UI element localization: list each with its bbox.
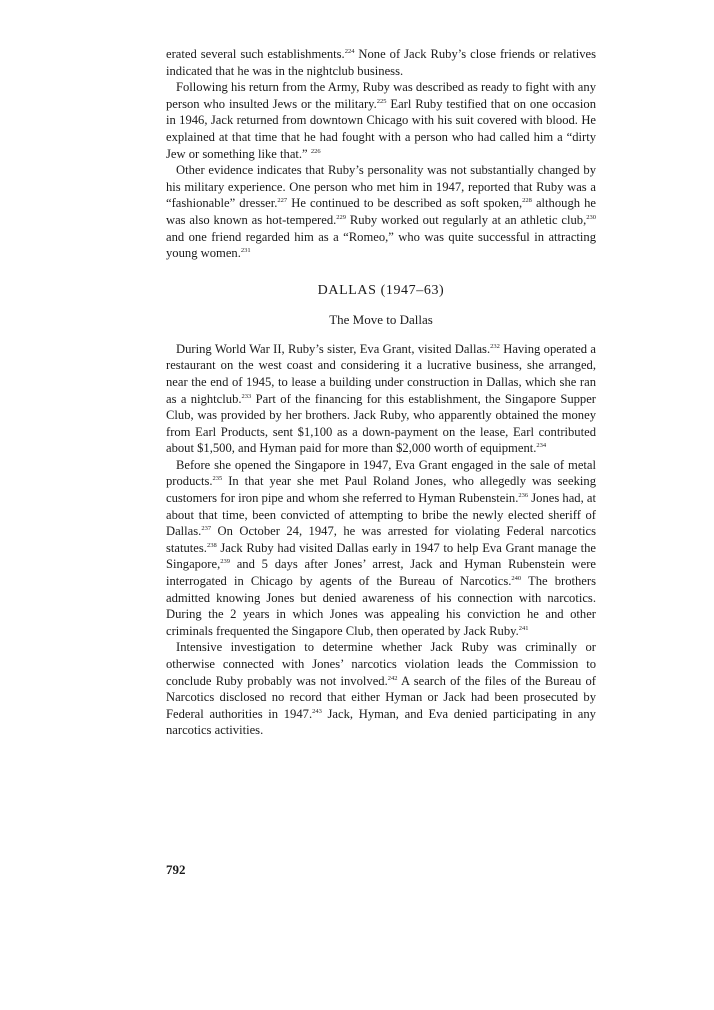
text-run: Ruby worked out regularly at an athletic club, xyxy=(346,212,587,227)
footnote-marker: 231 xyxy=(240,246,251,254)
text-run: Jack Ruby had visited Dallas early in 1947 to help Eva Grant manage the Singapore, xyxy=(166,540,596,572)
footnote-marker: 229 xyxy=(336,213,347,221)
text-run: The brothers admitted knowing Jones but denied awareness of his connection with narcotics. During the 2 years in which Jones was appealing his conviction he and other criminals frequented the Singapore Club, then operated by Jack Ruby. xyxy=(166,574,596,638)
footnote-marker: 225 xyxy=(376,97,387,105)
paragraph xyxy=(166,639,596,739)
section-title: DALLAS (1947–63) xyxy=(317,282,445,298)
text-run: Intensive investigation to determine whether Jack Ruby was criminally or otherwise connected with Jones’ narcotics violation leads the Commission to conclude Ruby probably was not involved. xyxy=(166,640,596,688)
footnote-marker: 240 xyxy=(511,574,522,582)
text-run: Jack, Hyman, and Eva denied participating in any narcotics activities. xyxy=(166,706,596,738)
text-run: Following his return from the Army, Ruby was described as ready to fight with any person who insulted Jews or the military. xyxy=(166,80,596,111)
footnote-marker: 228 xyxy=(522,197,532,205)
text-run: Before she opened the Singapore in 1947, Eva Grant engaged in the sale of metal products. xyxy=(166,457,596,489)
page-number: 792 xyxy=(166,862,186,877)
text-block xyxy=(166,46,596,739)
text-run: He continued to be described as soft spoken, xyxy=(287,196,523,211)
paragraph xyxy=(166,46,596,79)
text-run: Other evidence indicates that Ruby’s personality was not substantially changed by his military experience. One person who met him in 1947, reported that Ruby was a “fashionable” dresser. xyxy=(166,163,596,211)
footnote-marker: 224 xyxy=(344,47,355,55)
footnote-marker: 232 xyxy=(490,342,500,350)
footnote-marker: 239 xyxy=(220,558,230,566)
text-run: although he was also known as hot-tempered. xyxy=(166,196,596,227)
text-run: Having operated a restaurant on the west coast and considering it a lucrative business, she arranged, near the end of 1945, to lease a building under construction in Dallas, which she ran as a nightclub. xyxy=(166,341,596,406)
footnote-marker: 242 xyxy=(387,674,398,682)
footnote-marker: 241 xyxy=(518,624,529,632)
paragraph xyxy=(166,162,596,262)
footnote-marker: 233 xyxy=(241,392,252,400)
footnote-marker: 234 xyxy=(536,442,547,450)
text-run: and 5 days after Jones’ arrest, Jack and Hyman Rubenstein were interrogated in Chicago by agents of the Bureau of Narcotics. xyxy=(166,557,596,589)
text-run: In that year she met Paul Roland Jones, who allegedly was seeking customers for iron pipe and whom she referred to Hyman Rubenstein. xyxy=(166,474,596,506)
paragraph xyxy=(166,341,596,457)
text-run: On October 24, 1947, he was arrested for violating Federal narcotics statutes. xyxy=(166,524,596,555)
footnote-marker: 238 xyxy=(206,541,217,549)
text-run: erated several such establishments. xyxy=(166,47,345,61)
text-run: and one friend regarded him as a “Romeo,” who was quite successful in attracting young women. xyxy=(166,229,596,261)
footnote-marker: 227 xyxy=(277,197,288,205)
text-run: During World War II, Ruby’s sister, Eva Grant, visited Dallas. xyxy=(176,341,491,356)
text-run: None of Jack Ruby’s close friends or relatives indicated that he was in the nightclub business. xyxy=(166,47,596,78)
footnote-marker: 236 xyxy=(518,491,529,499)
paragraph xyxy=(166,79,596,162)
footnote-marker: 230 xyxy=(586,213,596,221)
subsection-title: The Move to Dallas xyxy=(329,311,433,327)
text-run: Jones had, at about that time, been convicted of attempting to bribe the newly elected sheriff of Dallas. xyxy=(166,491,596,539)
footnote-marker: 243 xyxy=(312,707,322,715)
text-run: Earl Ruby testified that on one occasion in 1946, Jack returned from downtown Chicago with his suit covered with blood. He explained at that time that he had fought with a person who had called him a “dirty Jew or something like that.” xyxy=(166,96,596,161)
text-run: A search of the files of the Bureau of Narcotics disclosed no record that either Hyman or Jack had been prosecuted by Federal authorities in 1947. xyxy=(166,673,597,721)
footnote-marker: 226 xyxy=(310,147,321,155)
footnote-marker: 237 xyxy=(201,525,212,533)
footnote-marker: 235 xyxy=(212,475,223,483)
paragraph xyxy=(166,457,596,640)
text-run: Part of the financing for this establishment, the Singapore Supper Club, was provided by her brothers. Jack Ruby, who apparently obtained the money from Earl Products, sent $1,100 as a down-payment on the lease, Earl contributed about $1,500, and Hyman paid for more than $2,000 worth of equipment. xyxy=(166,391,596,456)
